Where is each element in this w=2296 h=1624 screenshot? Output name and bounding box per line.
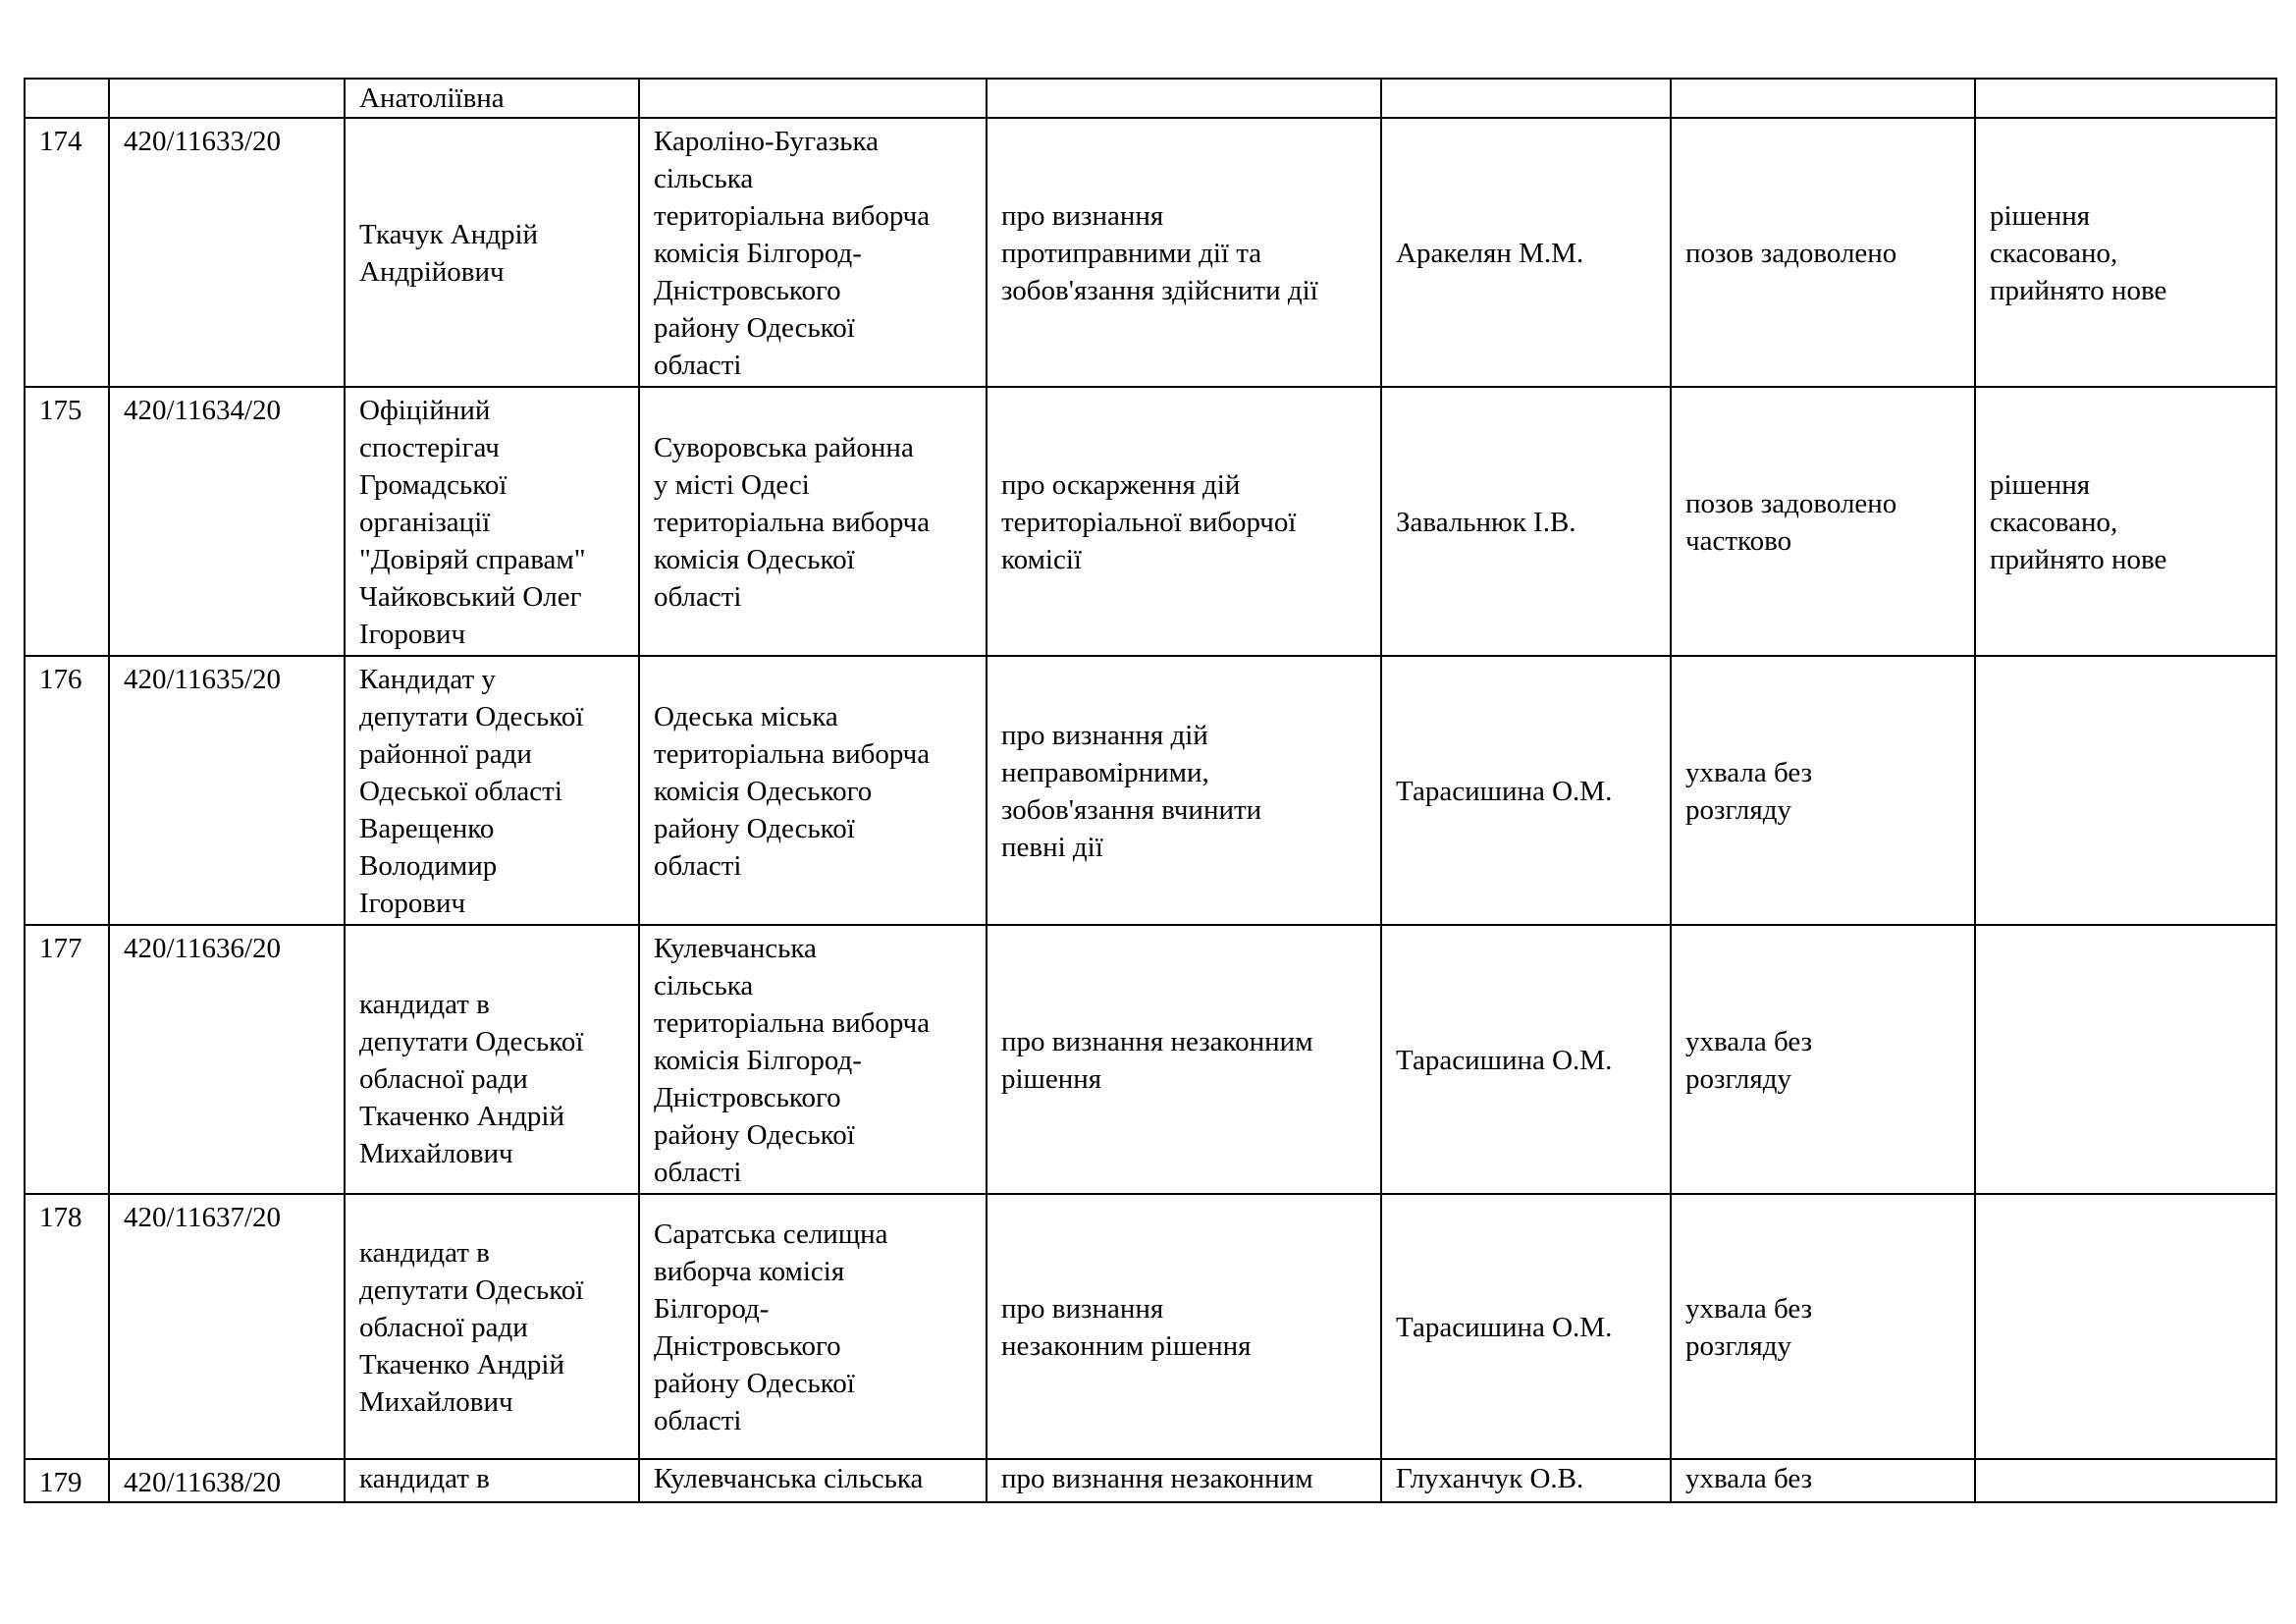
- appeal-result-cell: рішення скасовано, прийнято нове: [1975, 118, 2276, 387]
- judge-cell: Тарасишина О.М.: [1381, 656, 1671, 925]
- defendant-cell: Одеська міська територіальна виборча комісія Одеського району Одеської області: [639, 656, 987, 925]
- table-row: [25, 1459, 2276, 1502]
- row-number-cell: [25, 79, 109, 118]
- appeal-result-cell: рішення скасовано, прийнято нове: [1975, 387, 2276, 656]
- defendant-cell: Саратська селищна виборча комісія Білгород- Дністровського району Одеської області: [639, 1194, 987, 1459]
- table-row: [25, 118, 2276, 387]
- case-number-cell: 420/11637/20: [109, 1194, 345, 1459]
- plaintiff-cell: Ткачук Андрій Андрійович: [345, 118, 639, 387]
- plaintiff-cell: кандидат в депутати Одеської обласної ради Ткаченко Андрій Михайлович: [345, 1194, 639, 1459]
- result-cell: позов задоволено: [1671, 118, 1975, 387]
- defendant-cell: Суворовська районна у місті Одесі територіальна виборча комісія Одеської області: [639, 387, 987, 656]
- plaintiff-cell: Анатоліївна: [345, 79, 639, 118]
- plaintiff-cell: кандидат в: [345, 1459, 639, 1502]
- judge-cell: Тарасишина О.М.: [1381, 925, 1671, 1194]
- row-number-cell: 176: [25, 656, 109, 925]
- judge-cell: Аракелян М.М.: [1381, 118, 1671, 387]
- table-row: [25, 925, 2276, 1194]
- result-cell: ухвала без розгляду: [1671, 656, 1975, 925]
- table-row: [25, 1194, 2276, 1459]
- judge-cell: Завальнюк І.В.: [1381, 387, 1671, 656]
- row-number-cell: 178: [25, 1194, 109, 1459]
- result-cell: [1671, 79, 1975, 118]
- judge-cell: Глуханчук О.В.: [1381, 1459, 1671, 1502]
- case-number-cell: 420/11633/20: [109, 118, 345, 387]
- plaintiff-cell: Офіційний спостерігач Громадської організації "Довіряй справам" Чайковський Олег Ігорович: [345, 387, 639, 656]
- judge-cell: [1381, 79, 1671, 118]
- subject-cell: про визнання дій неправомірними, зобов'язання вчинити певні дії: [987, 656, 1381, 925]
- appeal-result-cell: [1975, 1194, 2276, 1459]
- plaintiff-cell: Кандидат у депутати Одеської районної ради Одеської області Варещенко Володимир Ігорович: [345, 656, 639, 925]
- row-number-cell: 179: [25, 1459, 109, 1502]
- result-cell: ухвала без: [1671, 1459, 1975, 1502]
- judge-cell: Тарасишина О.М.: [1381, 1194, 1671, 1459]
- row-number-cell: 177: [25, 925, 109, 1194]
- table-row: [25, 656, 2276, 925]
- defendant-cell: [639, 79, 987, 118]
- subject-cell: про визнання незаконним рішення: [987, 1194, 1381, 1459]
- plaintiff-cell: кандидат в депутати Одеської обласної ради Ткаченко Андрій Михайлович: [345, 925, 639, 1194]
- defendant-cell: Кулевчанська сільська: [639, 1459, 987, 1502]
- defendant-cell: Кулевчанська сільська територіальна виборча комісія Білгород- Дністровського району Одеської області: [639, 925, 987, 1194]
- subject-cell: про визнання незаконним рішення: [987, 925, 1381, 1194]
- table-row: [25, 79, 2276, 118]
- court-cases-table: [24, 78, 2277, 1503]
- case-number-cell: [109, 79, 345, 118]
- result-cell: ухвала без розгляду: [1671, 925, 1975, 1194]
- result-cell: ухвала без розгляду: [1671, 1194, 1975, 1459]
- defendant-cell: Кароліно-Бугазька сільська територіальна виборча комісія Білгород- Дністровського району Одеської області: [639, 118, 987, 387]
- appeal-result-cell: [1975, 1459, 2276, 1502]
- subject-cell: про визнання протиправними дії та зобов'язання здійснити дії: [987, 118, 1381, 387]
- subject-cell: про оскарження дій територіальної виборчої комісії: [987, 387, 1381, 656]
- appeal-result-cell: [1975, 925, 2276, 1194]
- case-number-cell: 420/11636/20: [109, 925, 345, 1194]
- subject-cell: [987, 79, 1381, 118]
- result-cell: позов задоволено частково: [1671, 387, 1975, 656]
- case-number-cell: 420/11638/20: [109, 1459, 345, 1502]
- case-number-cell: 420/11634/20: [109, 387, 345, 656]
- row-number-cell: 174: [25, 118, 109, 387]
- subject-cell: про визнання незаконним: [987, 1459, 1381, 1502]
- table-row: [25, 387, 2276, 656]
- row-number-cell: 175: [25, 387, 109, 656]
- case-number-cell: 420/11635/20: [109, 656, 345, 925]
- appeal-result-cell: [1975, 656, 2276, 925]
- appeal-result-cell: [1975, 79, 2276, 118]
